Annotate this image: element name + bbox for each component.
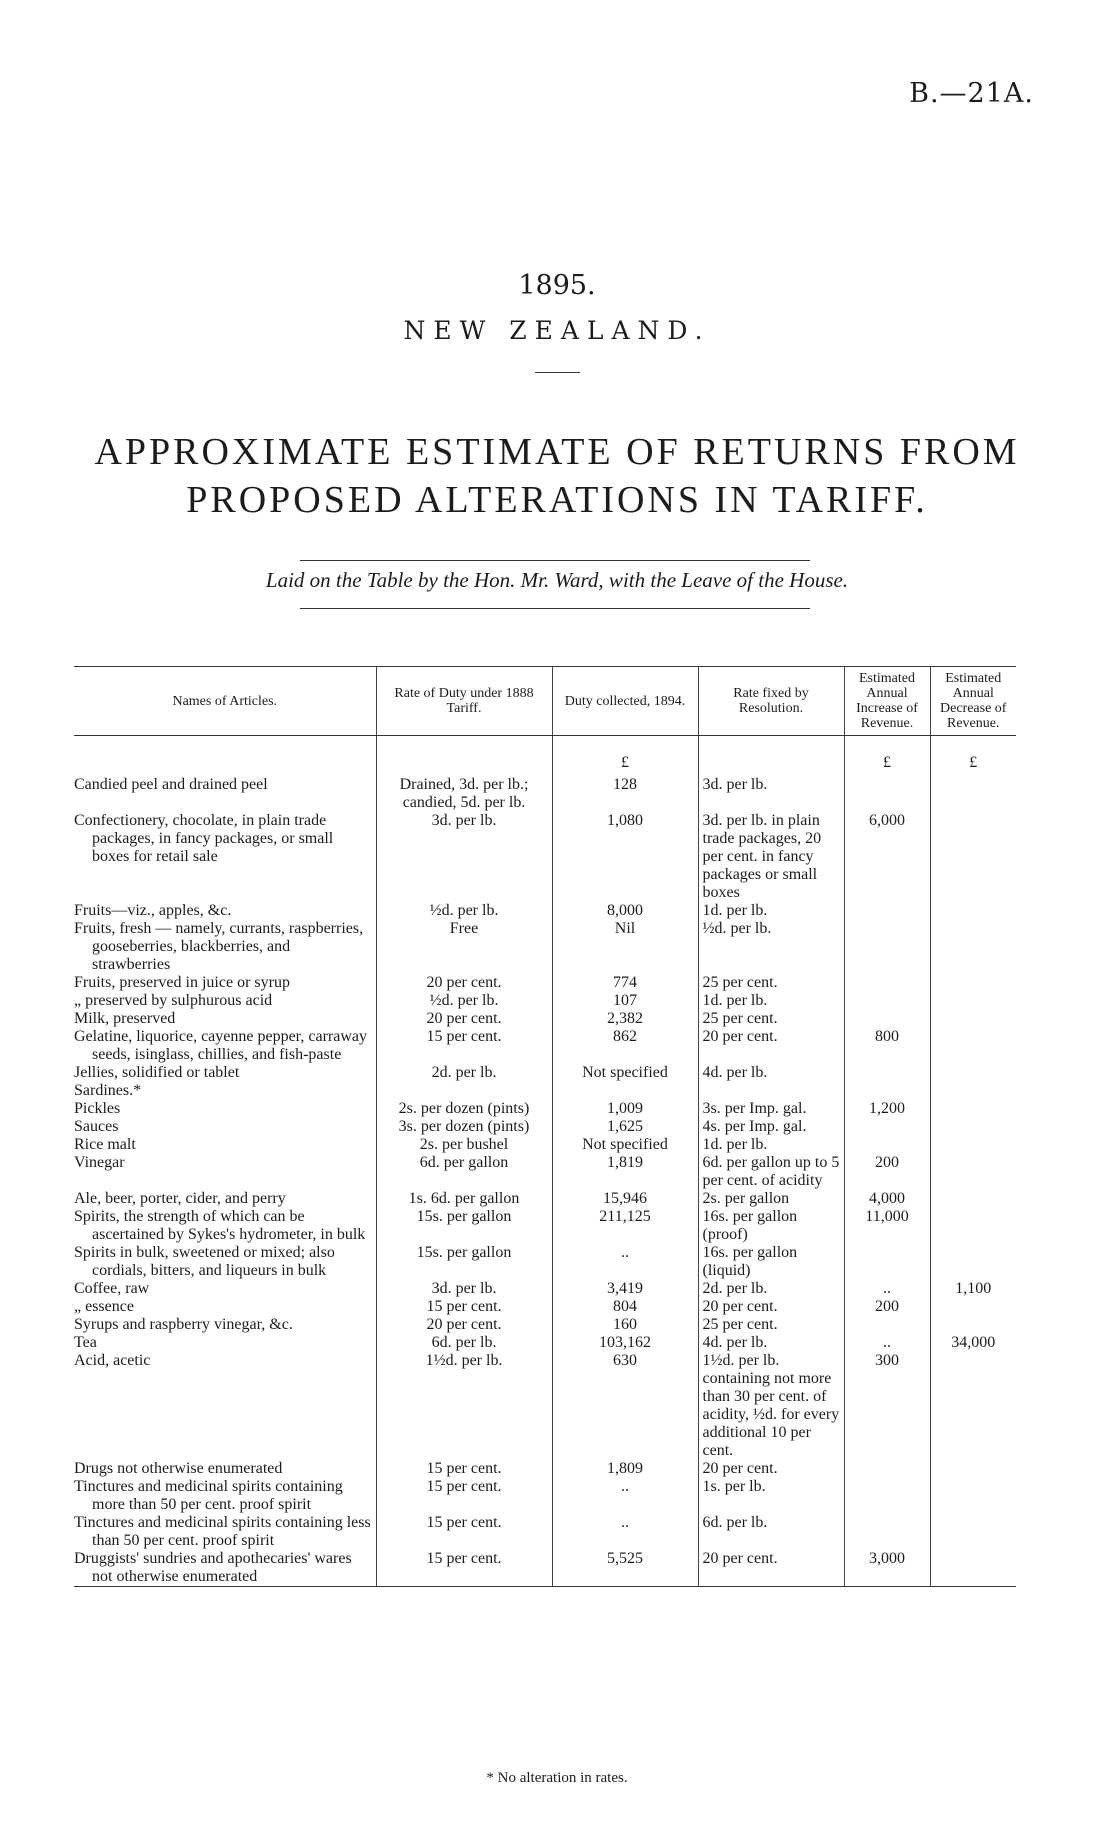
document-title: APPROXIMATE ESTIMATE OF RETURNS FROM PROPOSED ALTERATIONS IN TARIFF. bbox=[94, 431, 1020, 521]
cell-new-rate: 3d. per lb. bbox=[698, 776, 844, 812]
column-header-collected: Duty collected, 1894. bbox=[552, 667, 698, 736]
cell-decrease bbox=[930, 1010, 1016, 1028]
unit-cell-empty bbox=[74, 736, 376, 777]
table-row bbox=[74, 812, 1016, 902]
footnote: * No alteration in rates. bbox=[486, 1770, 628, 1786]
cell-increase: 1,200 bbox=[844, 1100, 930, 1118]
cell-old-rate: 15 per cent. bbox=[376, 1028, 552, 1064]
table-row bbox=[74, 1478, 1016, 1514]
cell-article: Vinegar bbox=[74, 1154, 125, 1171]
table-row bbox=[74, 974, 1016, 992]
cell-new-rate: 1½d. per lb. containing not more than 30 per cent. of acidity, ½d. for every additional 10 per cent. bbox=[698, 1352, 844, 1460]
cell-decrease bbox=[930, 1028, 1016, 1064]
cell-old-rate: 2s. per bushel bbox=[376, 1136, 552, 1154]
country-heading: NEW ZEALAND. bbox=[403, 316, 711, 345]
cell-article: „ essence bbox=[74, 1298, 134, 1315]
table-row bbox=[74, 1334, 1016, 1352]
cell-old-rate: 15 per cent. bbox=[376, 1514, 552, 1550]
cell-old-rate: ½d. per lb. bbox=[376, 902, 552, 920]
cell-new-rate: 1d. per lb. bbox=[698, 992, 844, 1010]
cell-increase bbox=[844, 1460, 930, 1478]
table-row bbox=[74, 920, 1016, 974]
cell-decrease bbox=[930, 1064, 1016, 1082]
cell-new-rate: 4s. per Imp. gal. bbox=[698, 1118, 844, 1136]
cell-new-rate: 20 per cent. bbox=[698, 1460, 844, 1478]
cell-new-rate: 4d. per lb. bbox=[698, 1064, 844, 1082]
header-row bbox=[74, 667, 1016, 736]
table-row bbox=[74, 1550, 1016, 1587]
unit-increase: £ bbox=[844, 736, 930, 777]
table-row bbox=[74, 1100, 1016, 1118]
cell-increase: 200 bbox=[844, 1154, 930, 1190]
cell-old-rate: 15 per cent. bbox=[376, 1298, 552, 1316]
cell-new-rate: 16s. per gallon (liquid) bbox=[698, 1244, 844, 1280]
cell-article: Fruits, preserved in juice or syrup bbox=[74, 974, 290, 991]
cell-new-rate: 1d. per lb. bbox=[698, 1136, 844, 1154]
table-row bbox=[74, 1082, 1016, 1100]
cell-new-rate: 20 per cent. bbox=[698, 1028, 844, 1064]
cell-article: Drugs not otherwise enumerated bbox=[74, 1460, 283, 1477]
cell-article: Fruits—viz., apples, &c. bbox=[74, 902, 232, 919]
cell-decrease bbox=[930, 776, 1016, 812]
cell-increase bbox=[844, 902, 930, 920]
cell-increase bbox=[844, 1010, 930, 1028]
cell-old-rate: 6d. per gallon bbox=[376, 1154, 552, 1190]
cell-article: Spirits in bulk, sweetened or mixed; also cordials, bitters, and liqueurs in bulk bbox=[74, 1244, 335, 1279]
cell-old-rate: 3d. per lb. bbox=[376, 812, 552, 902]
cell-article: Sauces bbox=[74, 1118, 119, 1135]
cell-increase bbox=[844, 1244, 930, 1280]
cell-article: Confectionery, chocolate, in plain trade packages, in fancy packages, or small boxes for retail sale bbox=[74, 812, 334, 865]
cell-collected: 160 bbox=[552, 1316, 698, 1334]
cell-old-rate: 6d. per lb. bbox=[376, 1334, 552, 1352]
cell-article: Ale, beer, porter, cider, and perry bbox=[74, 1190, 286, 1207]
table-row bbox=[74, 1136, 1016, 1154]
table-row bbox=[74, 1190, 1016, 1208]
cell-decrease: 1,100 bbox=[930, 1280, 1016, 1298]
cell-article: Rice malt bbox=[74, 1136, 136, 1153]
cell-new-rate: 1s. per lb. bbox=[698, 1478, 844, 1514]
cell-old-rate: 20 per cent. bbox=[376, 974, 552, 992]
cell-increase bbox=[844, 1064, 930, 1082]
cell-new-rate: 1d. per lb. bbox=[698, 902, 844, 920]
cell-new-rate: ½d. per lb. bbox=[698, 920, 844, 974]
cell-new-rate: 20 per cent. bbox=[698, 1550, 844, 1587]
cell-old-rate: 1s. 6d. per gallon bbox=[376, 1190, 552, 1208]
cell-article: Pickles bbox=[74, 1100, 121, 1117]
cell-article: Fruits, fresh — namely, currants, raspberries, gooseberries, blackberries, and strawberries bbox=[74, 920, 364, 973]
table-row bbox=[74, 1280, 1016, 1298]
cell-old-rate: ½d. per lb. bbox=[376, 992, 552, 1010]
table-row bbox=[74, 1352, 1016, 1460]
cell-old-rate: 15 per cent. bbox=[376, 1460, 552, 1478]
cell-decrease bbox=[930, 902, 1016, 920]
cell-old-rate: Drained, 3d. per lb.; candied, 5d. per lb. bbox=[376, 776, 552, 812]
cell-article: Candied peel and drained peel bbox=[74, 776, 268, 793]
unit-cell-empty bbox=[698, 736, 844, 777]
cell-increase bbox=[844, 1316, 930, 1334]
cell-collected: 1,809 bbox=[552, 1460, 698, 1478]
subtitle-rule-top bbox=[300, 560, 810, 561]
cell-article: Tinctures and medicinal spirits containing less than 50 per cent. proof spirit bbox=[74, 1514, 371, 1549]
cell-old-rate: 2d. per lb. bbox=[376, 1064, 552, 1082]
column-header-increase: Estimated Annual Increase of Revenue. bbox=[844, 667, 930, 736]
table-row bbox=[74, 992, 1016, 1010]
cell-collected: 862 bbox=[552, 1028, 698, 1064]
cell-old-rate: 15s. per gallon bbox=[376, 1208, 552, 1244]
cell-article: Acid, acetic bbox=[74, 1352, 151, 1369]
cell-new-rate: 4d. per lb. bbox=[698, 1334, 844, 1352]
cell-decrease bbox=[930, 1190, 1016, 1208]
table-row bbox=[74, 1064, 1016, 1082]
cell-new-rate: 25 per cent. bbox=[698, 1010, 844, 1028]
cell-increase bbox=[844, 1136, 930, 1154]
cell-collected: 774 bbox=[552, 974, 698, 992]
table-row bbox=[74, 1028, 1016, 1064]
cell-old-rate bbox=[376, 1082, 552, 1100]
table-row bbox=[74, 902, 1016, 920]
cell-article: Milk, preserved bbox=[74, 1010, 176, 1027]
cell-article: Tea bbox=[74, 1334, 97, 1351]
cell-collected: 1,080 bbox=[552, 812, 698, 902]
cell-increase: 3,000 bbox=[844, 1550, 930, 1587]
cell-collected: 128 bbox=[552, 776, 698, 812]
cell-decrease bbox=[930, 1244, 1016, 1280]
cell-new-rate: 3d. per lb. in plain trade packages, 20 per cent. in fancy packages or small boxes bbox=[698, 812, 844, 902]
title-divider bbox=[535, 372, 580, 373]
table-row bbox=[74, 1244, 1016, 1280]
cell-article: Gelatine, liquorice, cayenne pepper, carraway seeds, isinglass, chillies, and fish-paste bbox=[74, 1028, 367, 1063]
cell-collected: Not specified bbox=[552, 1064, 698, 1082]
cell-decrease bbox=[930, 974, 1016, 992]
column-header-articles: Names of Articles. bbox=[74, 667, 376, 736]
table-row bbox=[74, 1316, 1016, 1334]
cell-increase: .. bbox=[844, 1334, 930, 1352]
cell-collected: 107 bbox=[552, 992, 698, 1010]
document-year: 1895. bbox=[518, 270, 596, 301]
cell-increase bbox=[844, 920, 930, 974]
cell-article: Coffee, raw bbox=[74, 1280, 150, 1297]
cell-collected: .. bbox=[552, 1244, 698, 1280]
cell-article: Jellies, solidified or tablet bbox=[74, 1064, 240, 1081]
cell-article: Spirits, the strength of which can be ascertained by Sykes's hydrometer, in bulk bbox=[74, 1208, 366, 1243]
cell-decrease bbox=[930, 992, 1016, 1010]
table-row bbox=[74, 1208, 1016, 1244]
cell-new-rate: 6d. per lb. bbox=[698, 1514, 844, 1550]
cell-new-rate: 2s. per gallon bbox=[698, 1190, 844, 1208]
unit-cell-empty bbox=[376, 736, 552, 777]
cell-old-rate: 3d. per lb. bbox=[376, 1280, 552, 1298]
cell-article: Sardines.* bbox=[74, 1082, 142, 1099]
table-row bbox=[74, 1460, 1016, 1478]
cell-decrease bbox=[930, 1100, 1016, 1118]
cell-increase: 800 bbox=[844, 1028, 930, 1064]
cell-increase bbox=[844, 1514, 930, 1550]
table-row bbox=[74, 1010, 1016, 1028]
column-header-old-rate: Rate of Duty under 1888 Tariff. bbox=[376, 667, 552, 736]
table-row bbox=[74, 1514, 1016, 1550]
cell-old-rate: 1½d. per lb. bbox=[376, 1352, 552, 1460]
cell-collected: 1,625 bbox=[552, 1118, 698, 1136]
cell-decrease bbox=[930, 812, 1016, 902]
cell-decrease bbox=[930, 1514, 1016, 1550]
cell-decrease bbox=[930, 1154, 1016, 1190]
cell-old-rate: 3s. per dozen (pints) bbox=[376, 1118, 552, 1136]
cell-increase bbox=[844, 974, 930, 992]
cell-collected: 103,162 bbox=[552, 1334, 698, 1352]
cell-collected: 630 bbox=[552, 1352, 698, 1460]
cell-new-rate: 25 per cent. bbox=[698, 974, 844, 992]
cell-increase bbox=[844, 1118, 930, 1136]
unit-collected: £ bbox=[552, 736, 698, 777]
table-row bbox=[74, 1298, 1016, 1316]
cell-new-rate: 20 per cent. bbox=[698, 1298, 844, 1316]
cell-old-rate: 15s. per gallon bbox=[376, 1244, 552, 1280]
cell-increase bbox=[844, 776, 930, 812]
cell-increase bbox=[844, 1082, 930, 1100]
page-reference: B.—21A. bbox=[909, 78, 1034, 109]
cell-collected: 8,000 bbox=[552, 902, 698, 920]
cell-old-rate: Free bbox=[376, 920, 552, 974]
cell-article: „ preserved by sulphurous acid bbox=[74, 992, 273, 1009]
cell-increase: 6,000 bbox=[844, 812, 930, 902]
cell-increase: 4,000 bbox=[844, 1190, 930, 1208]
cell-collected: 1,819 bbox=[552, 1154, 698, 1190]
cell-increase bbox=[844, 1478, 930, 1514]
unit-decrease: £ bbox=[930, 736, 1016, 777]
cell-article: Tinctures and medicinal spirits containing more than 50 per cent. proof spirit bbox=[74, 1478, 343, 1513]
cell-decrease bbox=[930, 1118, 1016, 1136]
cell-old-rate: 20 per cent. bbox=[376, 1010, 552, 1028]
cell-increase: 11,000 bbox=[844, 1208, 930, 1244]
cell-decrease bbox=[930, 1550, 1016, 1587]
cell-increase: .. bbox=[844, 1280, 930, 1298]
cell-decrease bbox=[930, 1136, 1016, 1154]
cell-collected: 3,419 bbox=[552, 1280, 698, 1298]
cell-collected: 5,525 bbox=[552, 1550, 698, 1587]
table-row bbox=[74, 1154, 1016, 1190]
cell-new-rate: 6d. per gallon up to 5 per cent. of acidity bbox=[698, 1154, 844, 1190]
cell-decrease bbox=[930, 1208, 1016, 1244]
cell-new-rate: 25 per cent. bbox=[698, 1316, 844, 1334]
cell-decrease bbox=[930, 1298, 1016, 1316]
cell-new-rate: 3s. per Imp. gal. bbox=[698, 1100, 844, 1118]
cell-old-rate: 15 per cent. bbox=[376, 1478, 552, 1514]
cell-collected bbox=[552, 1082, 698, 1100]
table-row bbox=[74, 776, 1016, 812]
cell-decrease bbox=[930, 1316, 1016, 1334]
cell-increase: 300 bbox=[844, 1352, 930, 1460]
cell-article: Druggists' sundries and apothecaries' wares not otherwise enumerated bbox=[74, 1550, 376, 1587]
cell-collected: Nil bbox=[552, 920, 698, 974]
cell-collected: 15,946 bbox=[552, 1190, 698, 1208]
cell-collected: 804 bbox=[552, 1298, 698, 1316]
cell-old-rate: 15 per cent. bbox=[376, 1550, 552, 1587]
column-header-new-rate: Rate fixed by Resolution. bbox=[698, 667, 844, 736]
cell-collected: .. bbox=[552, 1514, 698, 1550]
cell-collected: Not specified bbox=[552, 1136, 698, 1154]
cell-collected: 1,009 bbox=[552, 1100, 698, 1118]
cell-decrease bbox=[930, 1082, 1016, 1100]
cell-collected: .. bbox=[552, 1478, 698, 1514]
cell-decrease bbox=[930, 920, 1016, 974]
column-header-decrease: Estimated Annual Decrease of Revenue. bbox=[930, 667, 1016, 736]
cell-old-rate: 2s. per dozen (pints) bbox=[376, 1100, 552, 1118]
cell-new-rate: 2d. per lb. bbox=[698, 1280, 844, 1298]
cell-decrease bbox=[930, 1478, 1016, 1514]
cell-new-rate: 16s. per gallon (proof) bbox=[698, 1208, 844, 1244]
table-row bbox=[74, 1118, 1016, 1136]
cell-old-rate: 20 per cent. bbox=[376, 1316, 552, 1334]
cell-new-rate bbox=[698, 1082, 844, 1100]
cell-increase bbox=[844, 992, 930, 1010]
tariff-table bbox=[74, 666, 1016, 1587]
cell-increase: 200 bbox=[844, 1298, 930, 1316]
cell-collected: 211,125 bbox=[552, 1208, 698, 1244]
cell-decrease bbox=[930, 1352, 1016, 1460]
subtitle: Laid on the Table by the Hon. Mr. Ward, with the Leave of the House. bbox=[265, 568, 849, 592]
cell-decrease: 34,000 bbox=[930, 1334, 1016, 1352]
subtitle-rule-bottom bbox=[300, 608, 810, 609]
unit-row bbox=[74, 736, 1016, 777]
cell-collected: 2,382 bbox=[552, 1010, 698, 1028]
cell-decrease bbox=[930, 1460, 1016, 1478]
cell-article: Syrups and raspberry vinegar, &c. bbox=[74, 1316, 293, 1333]
